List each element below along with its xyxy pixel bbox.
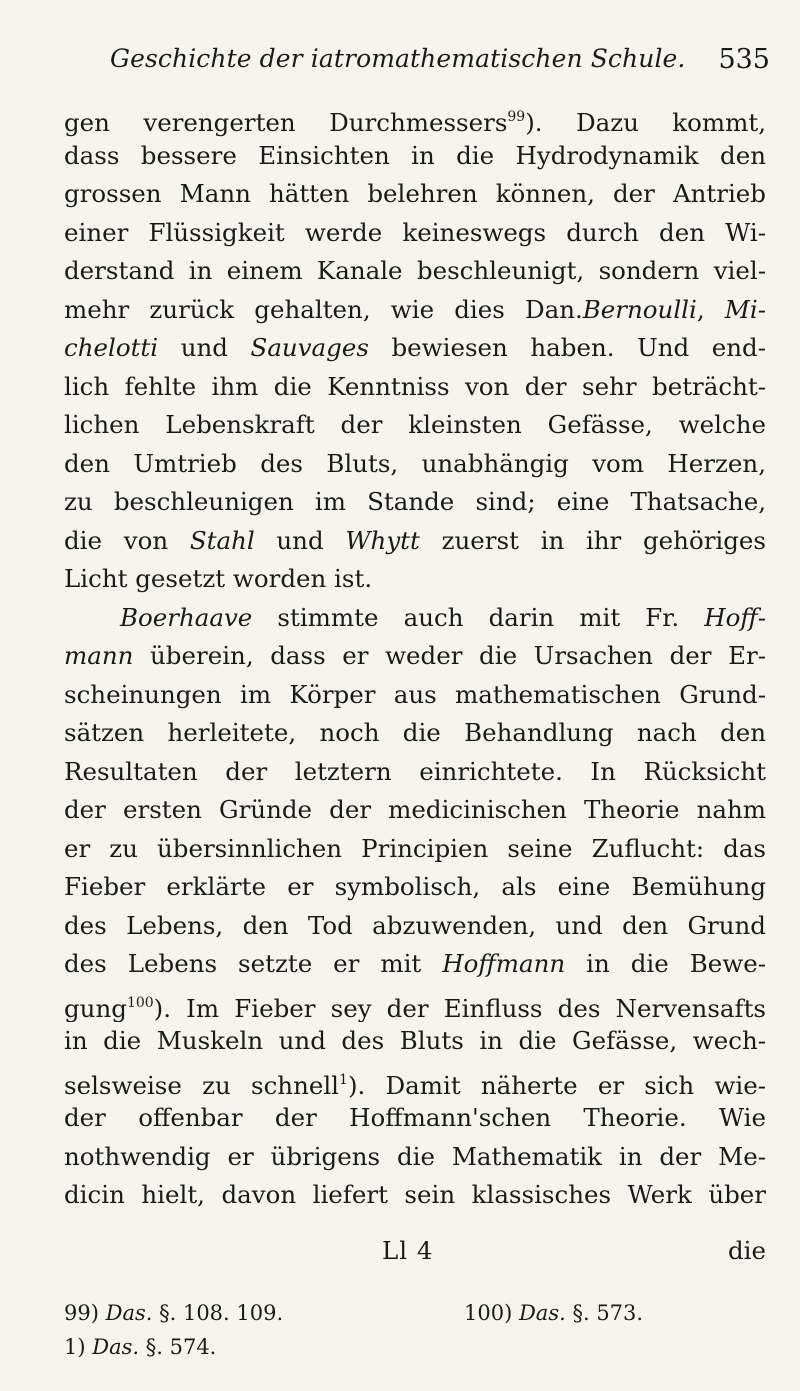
name-hoffmann-2: Hoffmann <box>442 949 566 978</box>
text-line-11: zu beschleunigen im Stande sind; eine Thatsache, <box>64 487 766 516</box>
text-line-25: in die Muskeln und des Bluts in die Gefässe, wech- <box>64 1026 766 1055</box>
text-line-9: lichen Lebenskraft der kleinsten Gefässe, welche <box>64 410 766 439</box>
footnote-99: 99) Das. §. 108. 109. <box>64 1301 284 1325</box>
name-sauvages: Sauvages <box>250 333 369 362</box>
text-line-19: der ersten Gründe der medicinischen Theorie nahm <box>64 795 766 824</box>
text-line-23: des Lebens setzte er mit Hoffmann in die Bewe- <box>64 949 766 978</box>
text-line-10: den Umtrieb des Bluts, unabhängig vom Herzen, <box>64 448 766 478</box>
text-line-6: mehr zurück gehalten, wie dies Dan.Bernoulli, Mi- <box>64 294 766 324</box>
text-line-4: einer Flüssigkeit werde keineswegs durch den Wi- <box>64 217 766 247</box>
text-line-13: Licht gesetzt worden ist. <box>64 564 373 593</box>
catchword: die <box>727 1236 766 1265</box>
text-line-7: chelotti und Sauvages bewiesen haben. Und end- <box>64 333 766 362</box>
signature-mark: Ll 4 <box>382 1236 434 1265</box>
text-line-12: die von Stahl und Whytt zuerst in ihr gehöriges <box>64 525 766 555</box>
text-line-8: lich fehlte ihm die Kenntniss von der sehr beträcht- <box>64 371 766 401</box>
name-stahl: Stahl <box>189 525 255 555</box>
name-bernoulli: Bernoulli <box>582 294 697 324</box>
footnote-marker-100: 100 <box>126 994 154 1011</box>
name-whytt: Whytt <box>345 525 420 555</box>
text-line-27: der offenbar der Hoffmann'schen Theorie. Wie <box>64 1103 766 1132</box>
footnote-row <box>64 1330 766 1364</box>
text-line-18: Resultaten der letztern einrichtete. In Rücksicht <box>64 756 766 786</box>
footnote-marker-99: 99 <box>507 109 526 125</box>
text-line-2: dass bessere Einsichten in die Hydrodynamik den <box>64 140 766 170</box>
text-line-22: des Lebens, den Tod abzuwenden, und den Grund <box>64 910 766 940</box>
page-number: 535 <box>718 44 770 75</box>
text-line-1: gen verengerten Durchmessers$^{99}$). Dazu kommt, <box>64 108 766 137</box>
text-line-21: Fieber erklärte er symbolisch, als eine Bemühung <box>64 872 766 901</box>
text-line-16: scheinungen im Körper aus mathematischen Grund- <box>64 679 766 709</box>
text-line-15: mann überein, dass er weder die Ursachen der Er- <box>64 641 766 670</box>
text-line-20: er zu übersinnlichen Principien seine Zuflucht: das <box>64 833 766 863</box>
signature-line <box>64 1236 766 1276</box>
text-line-24: gung$^{100}$). Im Fieber sey der Einfluss des Nervensafts <box>64 993 766 1022</box>
footnote-1: 1) Das. §. 574. <box>64 1335 217 1359</box>
text-line-5: derstand in einem Kanale beschleunigt, sondern viel- <box>64 256 766 285</box>
text-line-29: dicin hielt, davon liefert sein klassisches Werk über <box>64 1180 766 1209</box>
text-line-17: sätzen herleitete, noch die Behandlung nach den <box>64 718 766 747</box>
text-line-28: nothwendig er übrigens die Mathematik in der Me- <box>64 1141 766 1171</box>
name-boerhaave: Boerhaave <box>120 602 253 632</box>
body-text <box>64 98 766 1215</box>
footnote-marker-1: 1 <box>339 1071 348 1088</box>
page-header <box>110 44 770 84</box>
running-title: Geschichte der iatromathematischen Schule. <box>110 44 686 73</box>
name-michelotti: chelotti <box>64 333 159 362</box>
text-line-3: grossen Mann hätten belehren können, der Antrieb <box>64 179 766 208</box>
text-line-14: Boerhaave stimmte auch darin mit Fr. Hoff- <box>120 602 766 632</box>
text-line-26: selsweise zu schnell$^1$). Damit näherte er sich wie- <box>64 1070 766 1099</box>
footnote-row <box>64 1296 766 1330</box>
footnotes <box>64 1296 766 1364</box>
footnote-100: 100) Das. §. 573. <box>464 1301 644 1325</box>
name-hoffmann-1: Hoff- <box>704 602 766 632</box>
